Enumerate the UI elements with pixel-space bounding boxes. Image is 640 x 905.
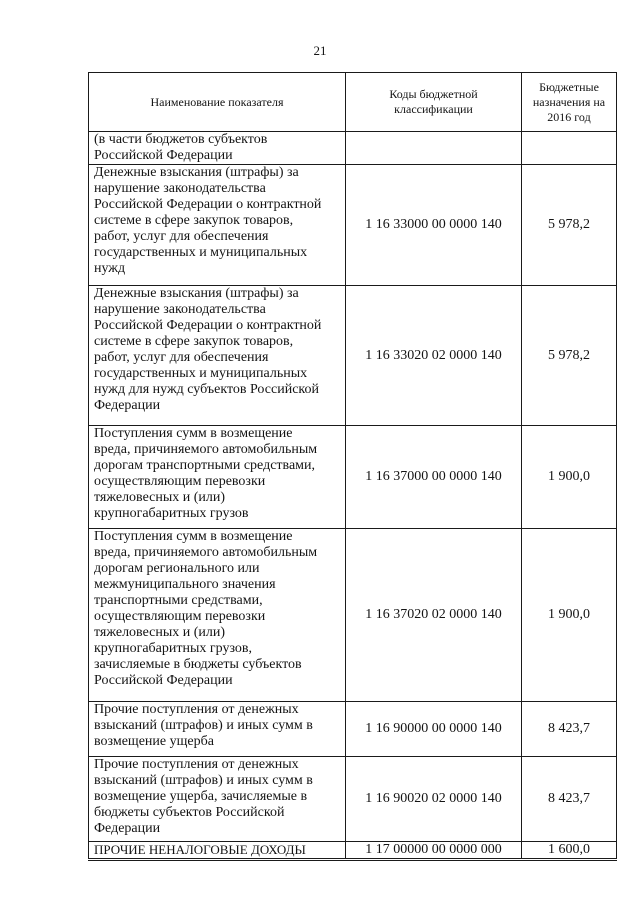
row-name: Прочие поступления от денежных взысканий (штрафов) и иных сумм в возмещение ущерба <box>89 702 346 757</box>
row-name: ПРОЧИЕ НЕНАЛОГОВЫЕ ДОХОДЫ <box>89 842 346 860</box>
row-amount: 1 900,0 <box>522 529 617 702</box>
row-name: (в части бюджетов субъектов Российской Федерации <box>89 132 346 165</box>
row-code: 1 17 00000 00 0000 000 <box>346 842 522 860</box>
row-amount: 1 900,0 <box>522 426 617 529</box>
row-name: Денежные взыскания (штрафы) за нарушение законодательства Российской Федерации о контрактной системе в сфере закупок товаров, работ, услуг для обеспечения государственных и муниципальных нужд для нужд субъектов Российской Федерации <box>89 286 346 426</box>
row-code: 1 16 37020 02 0000 140 <box>346 529 522 702</box>
row-amount: 5 978,2 <box>522 165 617 286</box>
header-budget-amount: Бюджетные назначения на 2016 год <box>522 73 617 132</box>
row-code: 1 16 90000 00 0000 140 <box>346 702 522 757</box>
row-code: 1 16 90020 02 0000 140 <box>346 757 522 842</box>
table-row <box>89 165 617 286</box>
table-row <box>89 702 617 757</box>
table-row <box>89 529 617 702</box>
row-amount: 8 423,7 <box>522 757 617 842</box>
budget-table <box>88 72 617 861</box>
header-indicator-name: Наименование показателя <box>89 73 346 132</box>
header-budget-codes: Коды бюджетной классификации <box>346 73 522 132</box>
page-number: 21 <box>313 43 327 58</box>
row-code: 1 16 33020 02 0000 140 <box>346 286 522 426</box>
row-name: Прочие поступления от денежных взысканий (штрафов) и иных сумм в возмещение ущерба, зачисляемые в бюджеты субъектов Российской Федерации <box>89 757 346 842</box>
row-code: 1 16 33000 00 0000 140 <box>346 165 522 286</box>
row-amount: 1 600,0 <box>522 842 617 860</box>
row-amount: 8 423,7 <box>522 702 617 757</box>
table-row <box>89 842 617 860</box>
row-name: Поступления сумм в возмещение вреда, причиняемого автомобильным дорогам транспортными средствами, осуществляющим перевозки тяжеловесных и (или) крупногабаритных грузов <box>89 426 346 529</box>
row-amount: 5 978,2 <box>522 286 617 426</box>
row-amount <box>522 132 617 165</box>
row-code <box>346 132 522 165</box>
table-row <box>89 426 617 529</box>
table-header-row <box>89 73 617 132</box>
table-row <box>89 757 617 842</box>
table-row <box>89 286 617 426</box>
table-row <box>89 132 617 165</box>
row-name: Денежные взыскания (штрафы) за нарушение законодательства Российской Федерации о контрактной системе в сфере закупок товаров, работ, услуг для обеспечения государственных и муниципальных нужд <box>89 165 346 286</box>
row-name: Поступления сумм в возмещение вреда, причиняемого автомобильным дорогам регионального или межмуниципального значения транспортными средствами, осуществляющим перевозки тяжеловесных и (или) крупногабаритных грузов, зачисляемые в бюджеты субъектов Российской Федерации <box>89 529 346 702</box>
row-code: 1 16 37000 00 0000 140 <box>346 426 522 529</box>
